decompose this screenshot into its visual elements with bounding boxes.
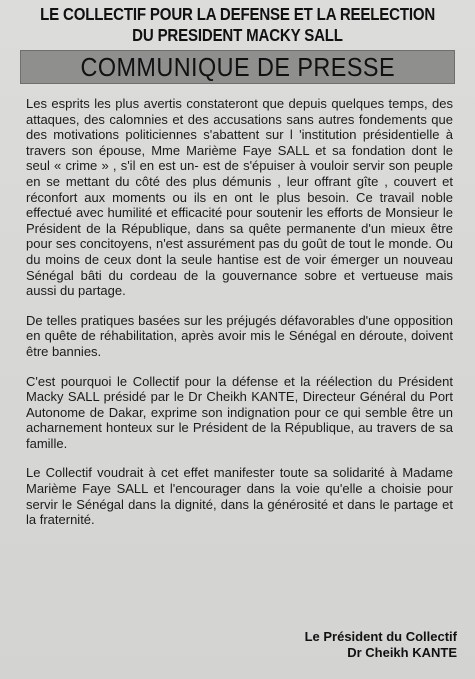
paragraph-4: Le Collectif voudrait à cet effet manifester toute sa solidarité à Madame Marième Faye SALL et l'encourager dans la voie qu'elle a choisie pour servir le Sénégal dans la dignité, dans la générosité et dans le partage et la fraternité. [26, 465, 453, 528]
press-release-banner [20, 50, 455, 84]
collective-title-line-2: DU PRESIDENT MACKY SALL [132, 25, 343, 45]
signature-block [305, 629, 457, 661]
banner-title: COMMUNIQUE DE PRESSE [80, 51, 395, 82]
paragraph-1: Les esprits les plus avertis constateront que depuis quelques temps, des attaques, des calomnies et des accusations sans autres fondements que des motivations politiciennes s'abattent sur l 'institution présidentielle à travers son épouse, Mme Marième Faye SALL et sa fondation dont le seul « crime » , s'il en est un- est de s'épuiser à vouloir servir son peuple en se mettant du côté des plus démunis , leur offrant gîte , couvert et réconfort aux moments ou ils en ont le plus besoin. Ce travail noble effectué avec humilité et efficacité pour soutenir les efforts de Monsieur le Président de la République, dans sa quête permanente d'un mieux être pour ses concitoyens, n'est assurément pas du goût de tout le monde. Ou du moins de ceux dont la seule hantise est de voir émerger un nouveau Sénégal bâti du cordeau de la gouvernance sobre et vertueuse mais aussi du partage. [26, 96, 453, 299]
release-body [26, 96, 453, 528]
collective-title-line-1: LE COLLECTIF POUR LA DEFENSE ET LA REELECTION [40, 4, 436, 24]
paragraph-3: C'est pourquoi le Collectif pour la défense et la réélection du Président Macky SALL présidé par le Dr Cheikh KANTE, Directeur Général du Port Autonome de Dakar, exprime son indignation pour ce qui semble être un acharnement honteux sur le Président de la République, au travers de sa famille. [26, 373, 453, 451]
signature-name: Dr Cheikh KANTE [347, 645, 457, 660]
paragraph-2: De telles pratiques basées sur les préjugés défavorables d'une opposition en quête de réhabilitation, après avoir mis le Sénégal en déroute, doivent être bannies. [26, 312, 453, 359]
signature-role: Le Président du Collectif [304, 629, 457, 644]
